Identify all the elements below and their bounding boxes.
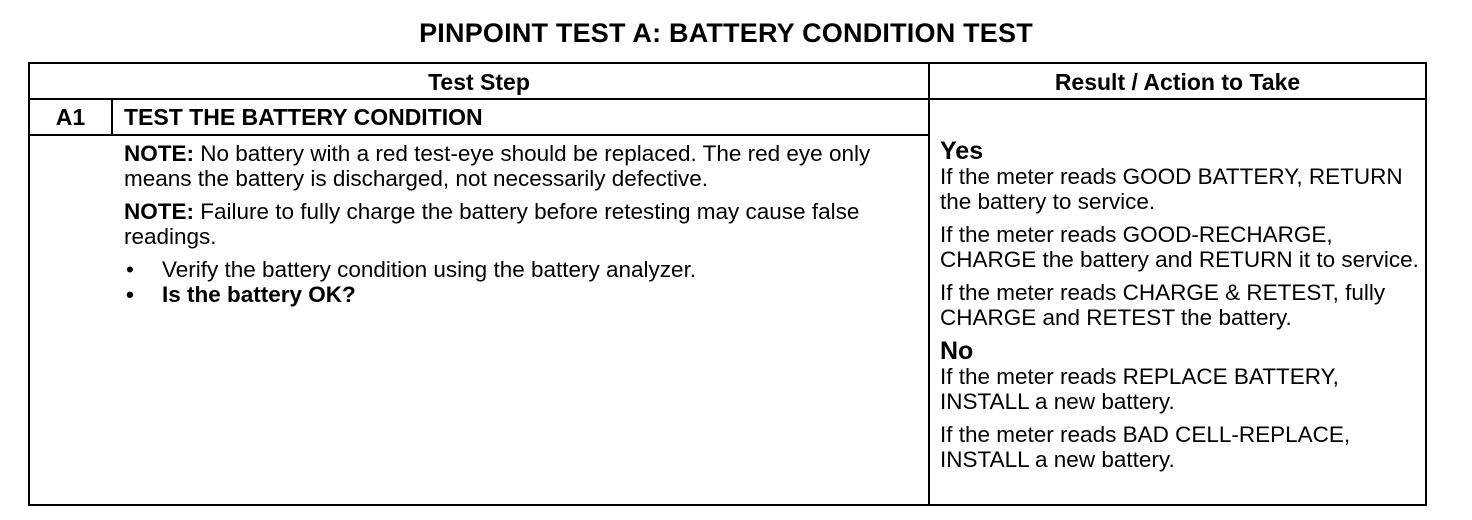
column-divider (928, 64, 930, 504)
note-text: Failure to fully charge the battery before retesting may cause false readings. (124, 199, 860, 249)
result-yes-label: Yes (940, 137, 984, 165)
list-item (124, 282, 914, 307)
page-title: PINPOINT TEST A: BATTERY CONDITION TEST (419, 18, 1033, 48)
result-yes-item: If the meter reads CHARGE & RETEST, fully CHARGE and RETEST the battery. (940, 280, 1386, 330)
pinpoint-test-table (28, 62, 1427, 506)
bullet-question: Is the battery OK? (162, 282, 356, 307)
note-label: NOTE: (124, 199, 194, 224)
step-title-divider (30, 134, 930, 136)
list-item (124, 257, 914, 282)
result-no-item: If the meter reads BAD CELL-REPLACE, INSTALL a new battery. (940, 422, 1351, 472)
note-text: No battery with a red test-eye should be replaced. The red eye only means the battery is discharged, not necessarily defective. (124, 141, 871, 191)
step-body (124, 141, 914, 307)
note-1 (124, 141, 914, 191)
bullet-text: Verify the battery condition using the battery analyzer. (162, 257, 697, 282)
note-label: NOTE: (124, 141, 194, 166)
header-result-action: Result / Action to Take (1054, 69, 1301, 95)
result-column (940, 138, 1420, 480)
result-yes-item: If the meter reads GOOD-RECHARGE, CHARGE the battery and RETURN it to service. (940, 222, 1419, 272)
bullet-icon: • (126, 282, 134, 307)
result-no-item: If the meter reads REPLACE BATTERY, INSTALL a new battery. (940, 364, 1339, 414)
note-2 (124, 199, 914, 249)
result-yes-item: If the meter reads GOOD BATTERY, RETURN the battery to service. (940, 164, 1403, 214)
step-title: TEST THE BATTERY CONDITION (124, 104, 483, 130)
step-actions-list (124, 257, 914, 307)
step-id: A1 (55, 104, 86, 130)
bullet-icon: • (126, 257, 134, 282)
header-test-step: Test Step (428, 69, 530, 95)
step-id-divider (111, 98, 113, 135)
result-no-label: No (940, 337, 974, 365)
